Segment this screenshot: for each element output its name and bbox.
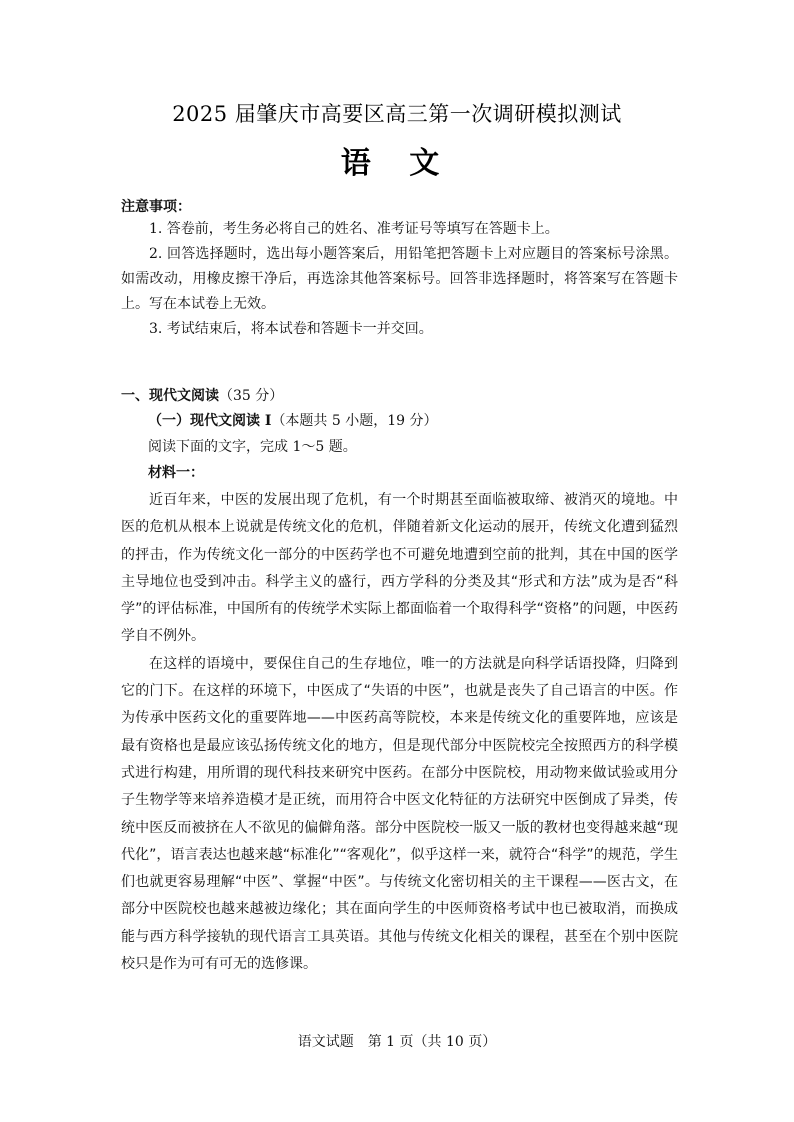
subsection-title: （一）现代文阅读 I: [148, 413, 272, 429]
notice-item: 2. 回答选择题时，选出每小题答案后，用铅笔把答题卡上对应题目的答案标号涂黑。如需改动，用橡皮擦干净后，再选涂其他答案标号。回答非选择题时，将答案写在答题卡上。写在本试卷上无效。: [121, 246, 678, 312]
section-heading: [121, 385, 283, 405]
page-footer: 语文试题 第 1 页（共 10 页）: [297, 1034, 497, 1050]
notice-item: 1. 答卷前，考生务必将自己的姓名、准考证号等填写在答题卡上。: [149, 221, 559, 237]
reading-instruction: 阅读下面的文字，完成 1～5 题。: [148, 439, 357, 455]
paragraph: 在这样的语境中，要保住自己的生存地位，唯一的方法就是向科学话语投降，归降到它的门下。在这样的环境下，中医成了“失语的中医”，也就是丧失了自己语言的中医。作为传承中医药文化的重要阵地——中医药高等院校，本来是传统文化的重要阵地，应该是最有资格也是最应该弘扬传统文化的地方，但是现代部分中医院校完全按照西方的科学模式进行构建，用所谓的现代科技来研究中医药。在部分中医院校，用动物来做试验或用分子生物学等来培养造模才是正统，而用符合中医文化特征的方法研究中医倒成了异类，传统中医反而被挤在人不欲见的偏僻角落。部分中医院校一版又一版的教材也变得越来越“现代化”，语言表达也越来越“标准化”“客观化”，似乎这样一来，就符合“科学”的规范，学生们也就更容易理解“中医”、掌握“中医”。与传统文化密切相关的主干课程——医古文，在部分中医院校也越来越被边缘化；其在面向学生的中医师资格考试中也已被取消，而换成能与西方科学接轨的现代语言工具英语。其他与传统文化相关的课程，甚至在个别中医院校只是作为可有可无的选修课。: [121, 655, 678, 973]
material-text: [121, 487, 678, 978]
section-score: （35 分）: [219, 388, 284, 404]
notice-list: [121, 217, 678, 342]
notice-heading: 注意事项：: [121, 199, 191, 215]
section-title: 一、现代文阅读: [121, 388, 219, 404]
subsection-heading: [148, 410, 438, 430]
subsection-detail: （本题共 5 小题，19 分）: [271, 413, 438, 429]
subject-title: 语 文: [340, 146, 454, 181]
material-label: 材料一：: [148, 465, 204, 481]
notice-item: 3. 考试结束后，将本试卷和答题卡一并交回。: [149, 321, 433, 337]
paragraph: 近百年来，中医的发展出现了危机，有一个时期甚至面临被取缔、被消灭的境地。中医的危机从根本上说就是传统文化的危机，伴随着新文化运动的展开，传统文化遭到猛烈的抨击，作为传统文化一部分的中医药学也不可避免地遭到空前的批判，其在中国的医学主导地位也受到冲击。科学主义的盛行，西方学科的分类及其“形式和方法”成为是否“科学”的评估标准，中国所有的传统学术实际上都面临着一个取得科学“资格”的问题，中医药学自不例外。: [121, 492, 678, 645]
exam-title: 2025 届肇庆市高要区高三第一次调研模拟测试: [172, 102, 622, 126]
